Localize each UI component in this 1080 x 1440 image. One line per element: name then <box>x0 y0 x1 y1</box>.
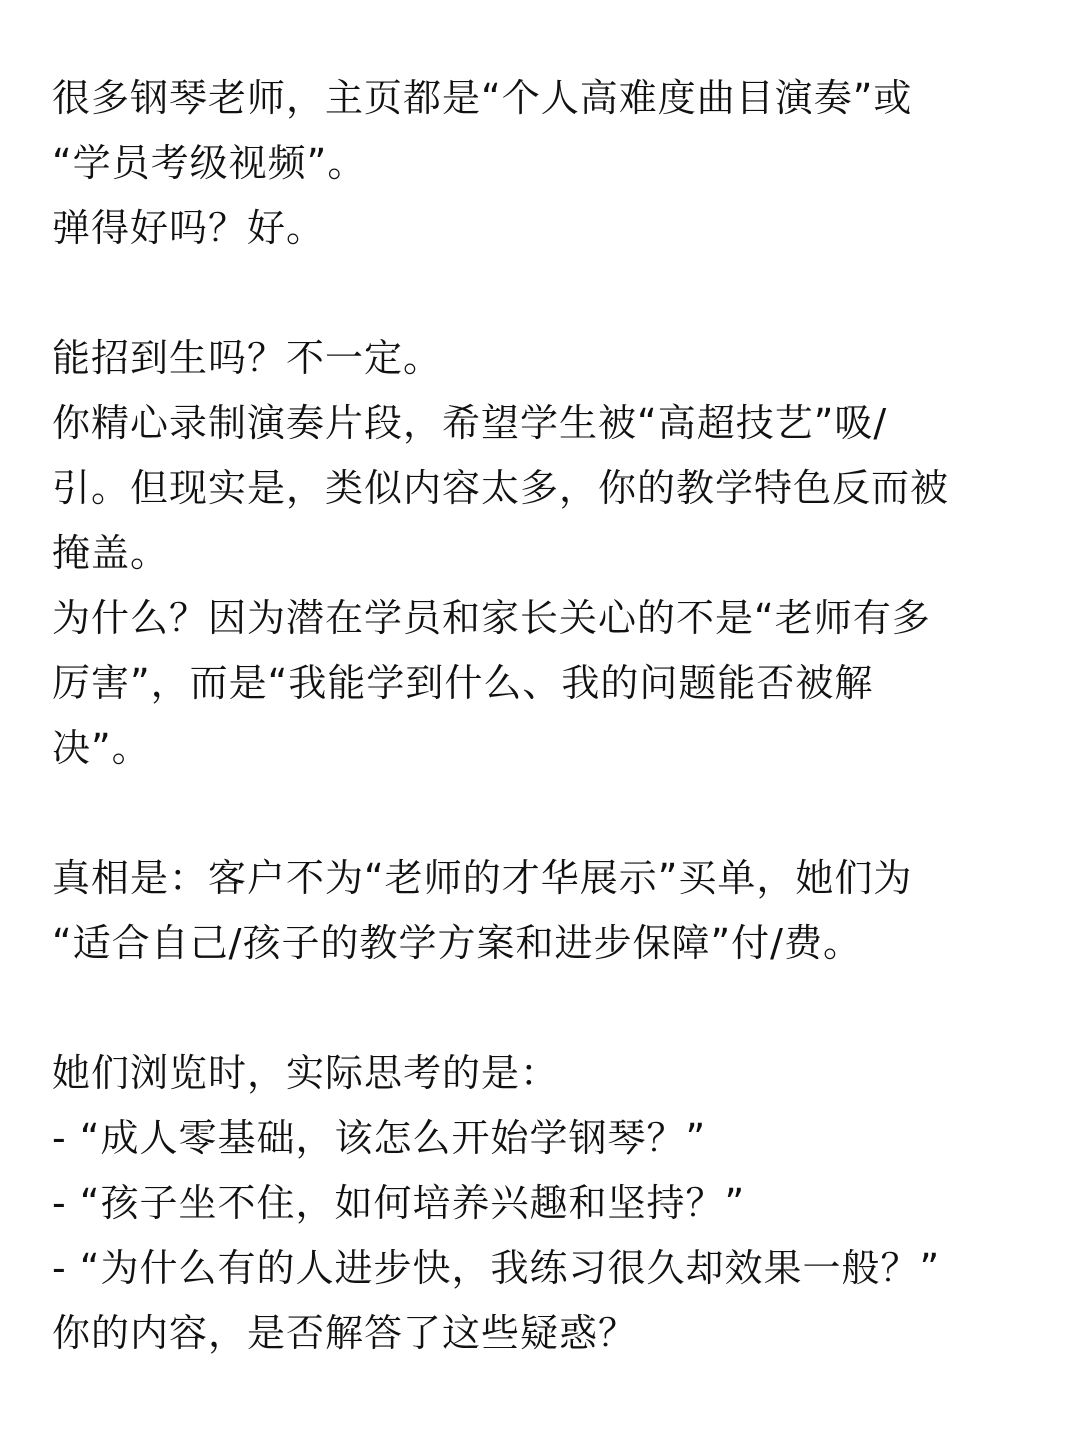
text-line: 厉害”，而是“我能学到什么、我的问题能否被解 <box>52 661 874 705</box>
text-line: 真相是：客户不为“老师的才华展示”买单，她们为 <box>52 856 913 900</box>
text-line: 决”。 <box>52 726 151 770</box>
paragraph-spacer <box>52 976 1042 1041</box>
text-line: “适合自己/孩子的教学方案和进步保障”付/费。 <box>52 921 862 965</box>
text-line: “学员考级视频”。 <box>52 141 367 185</box>
text-line: 弹得好吗？好。 <box>52 206 326 250</box>
text-line: 为什么？因为潜在学员和家长关心的不是“老师有多 <box>52 596 931 640</box>
paragraph-problem <box>52 326 1042 781</box>
list-item: - “为什么有的人进步快，我练习很久却效果一般？” <box>52 1246 941 1290</box>
paragraph-spacer <box>52 781 1042 846</box>
text-line: 你精心录制演奏片段，希望学生被“高超技艺”吸/ <box>52 401 888 445</box>
post-text-body <box>52 66 1042 1366</box>
list-item: - “成人零基础，该怎么开始学钢琴？” <box>52 1116 707 1160</box>
paragraph-spacer <box>52 261 1042 326</box>
paragraph-questions <box>52 1041 1042 1366</box>
text-line: 引。但现实是，类似内容太多，你的教学特色反而被 <box>52 466 950 510</box>
paragraph-intro <box>52 66 1042 261</box>
paragraph-truth <box>52 846 1042 976</box>
text-line: 很多钢琴老师，主页都是“个人高难度曲目演奏”或 <box>52 76 913 120</box>
text-line: 能招到生吗？不一定。 <box>52 336 443 380</box>
text-line: 她们浏览时，实际思考的是： <box>52 1051 560 1095</box>
text-line: 掩盖。 <box>52 531 170 575</box>
text-line: 你的内容，是否解答了这些疑惑？ <box>52 1311 638 1355</box>
list-item: - “孩子坐不住，如何培养兴趣和坚持？” <box>52 1181 746 1225</box>
